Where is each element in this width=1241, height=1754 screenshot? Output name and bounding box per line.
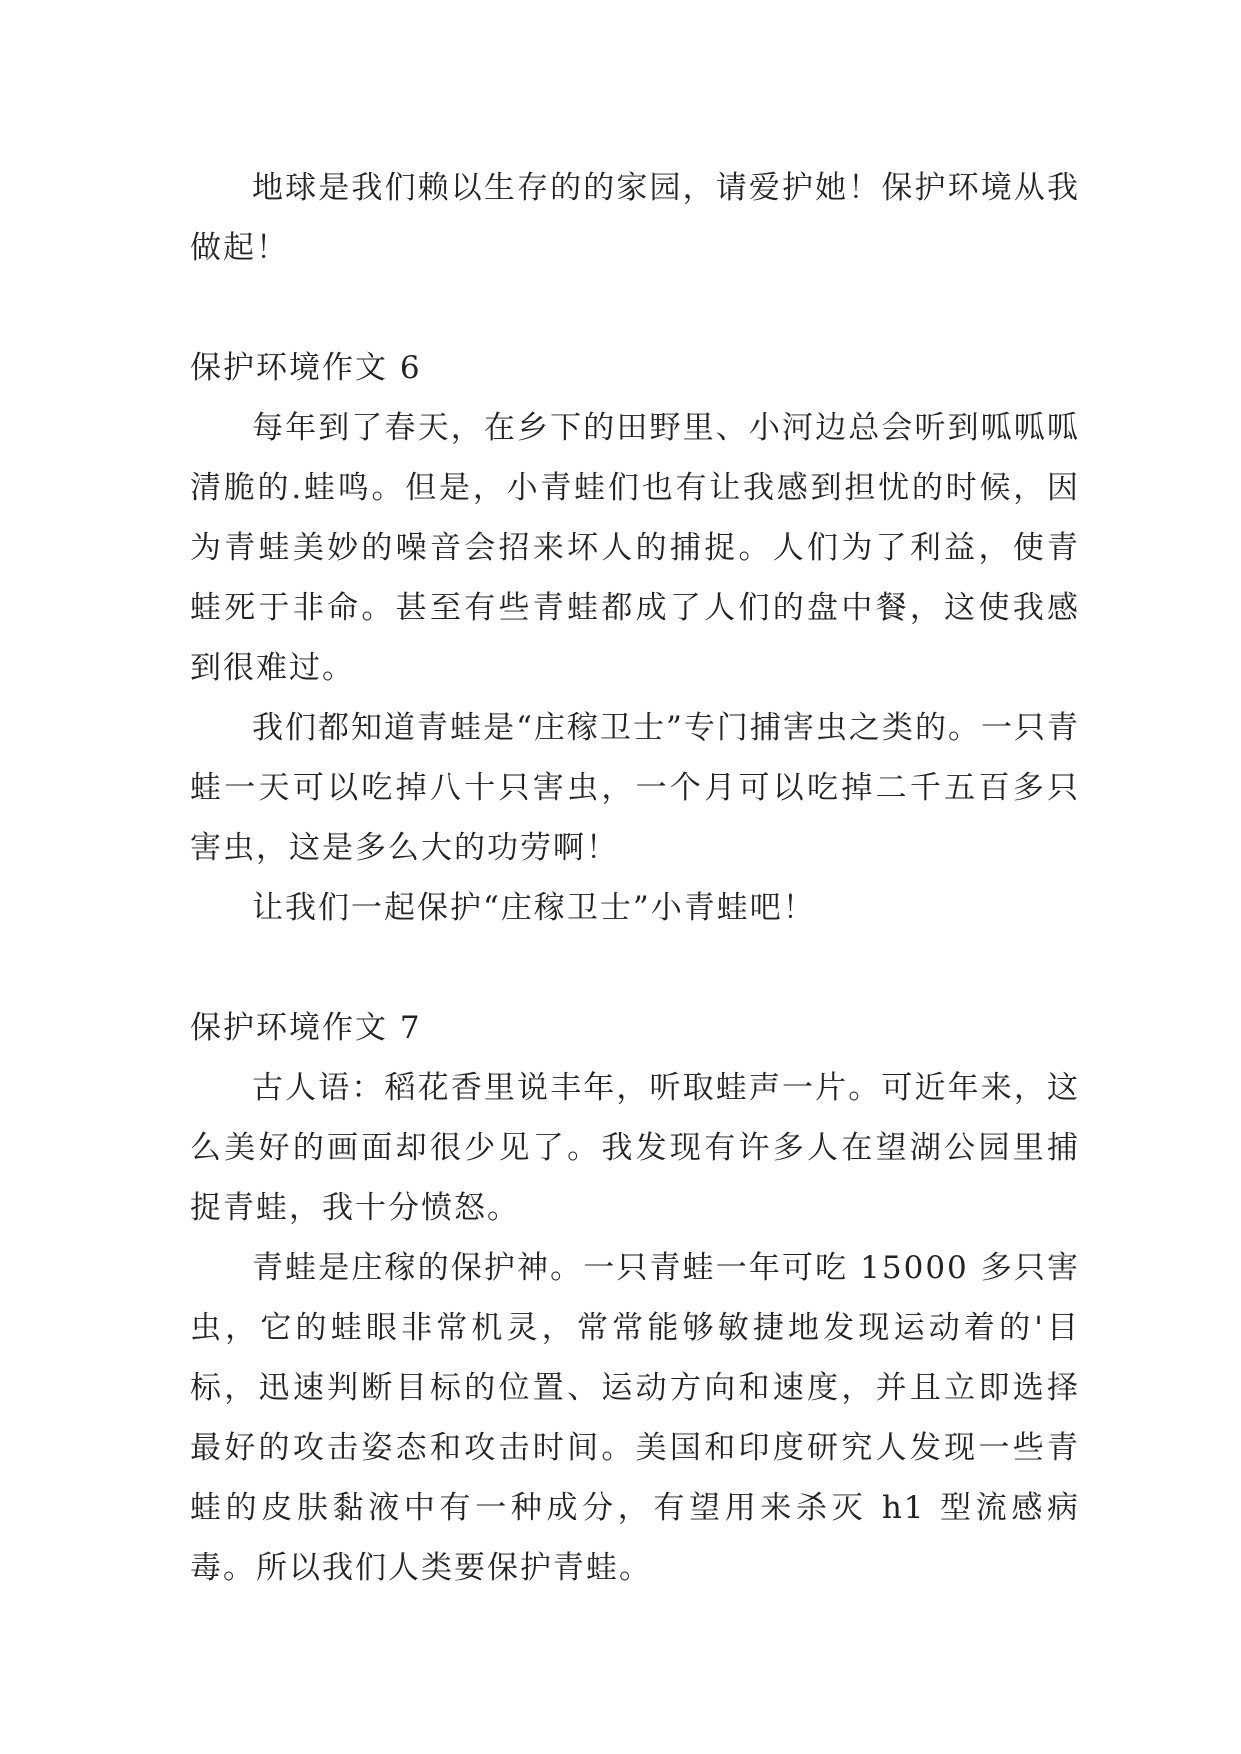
section-gap: [190, 278, 1080, 338]
essay-6-paragraph-2: 我们都知道青蛙是“庄稼卫士”专门捕害虫之类的。一只青蛙一天可以吃掉八十只害虫，一个月可以吃掉二千五百多只害虫，这是多么大的功劳啊！: [190, 710, 1080, 866]
essay-7-paragraph-2: 青蛙是庄稼的保护神。一只青蛙一年可吃 15000 多只害虫，它的蛙眼非常机灵，常常能够敏捷地发现运动着的'目标，迅速判断目标的位置、运动方向和速度，并且立即选择最好的攻击姿态和攻击时间。美国和印度研究人发现一些青蛙的皮肤黏液中有一种成分，有望用来杀灭 h1 型流感病毒。所以我们人类要保护青蛙。: [190, 1250, 1080, 1586]
section-gap: [190, 938, 1080, 998]
paragraph-earth-home: 地球是我们赖以生存的的家园，请爱护她！保护环境从我做起！: [190, 170, 1080, 266]
essay-7-paragraph-1: 古人语：稻花香里说丰年，听取蛙声一片。可近年来，这么美好的画面却很少见了。我发现有许多人在望湖公园里捕捉青蛙，我十分愤怒。: [190, 1070, 1080, 1226]
essay-6-title: 保护环境作文 6: [190, 350, 422, 386]
document-body: [190, 158, 1080, 1598]
essay-7-title: 保护环境作文 7: [190, 1010, 422, 1046]
essay-6-paragraph-3: 让我们一起保护“庄稼卫士”小青蛙吧！: [252, 890, 816, 926]
essay-6-paragraph-1: 每年到了春天，在乡下的田野里、小河边总会听到呱呱呱清脆的.蛙鸣。但是，小青蛙们也有让我感到担忧的时候，因为青蛙美妙的噪音会招来坏人的捕捉。人们为了利益，使青蛙死于非命。甚至有些青蛙都成了人们的盘中餐，这使我感到很难过。: [190, 410, 1080, 686]
